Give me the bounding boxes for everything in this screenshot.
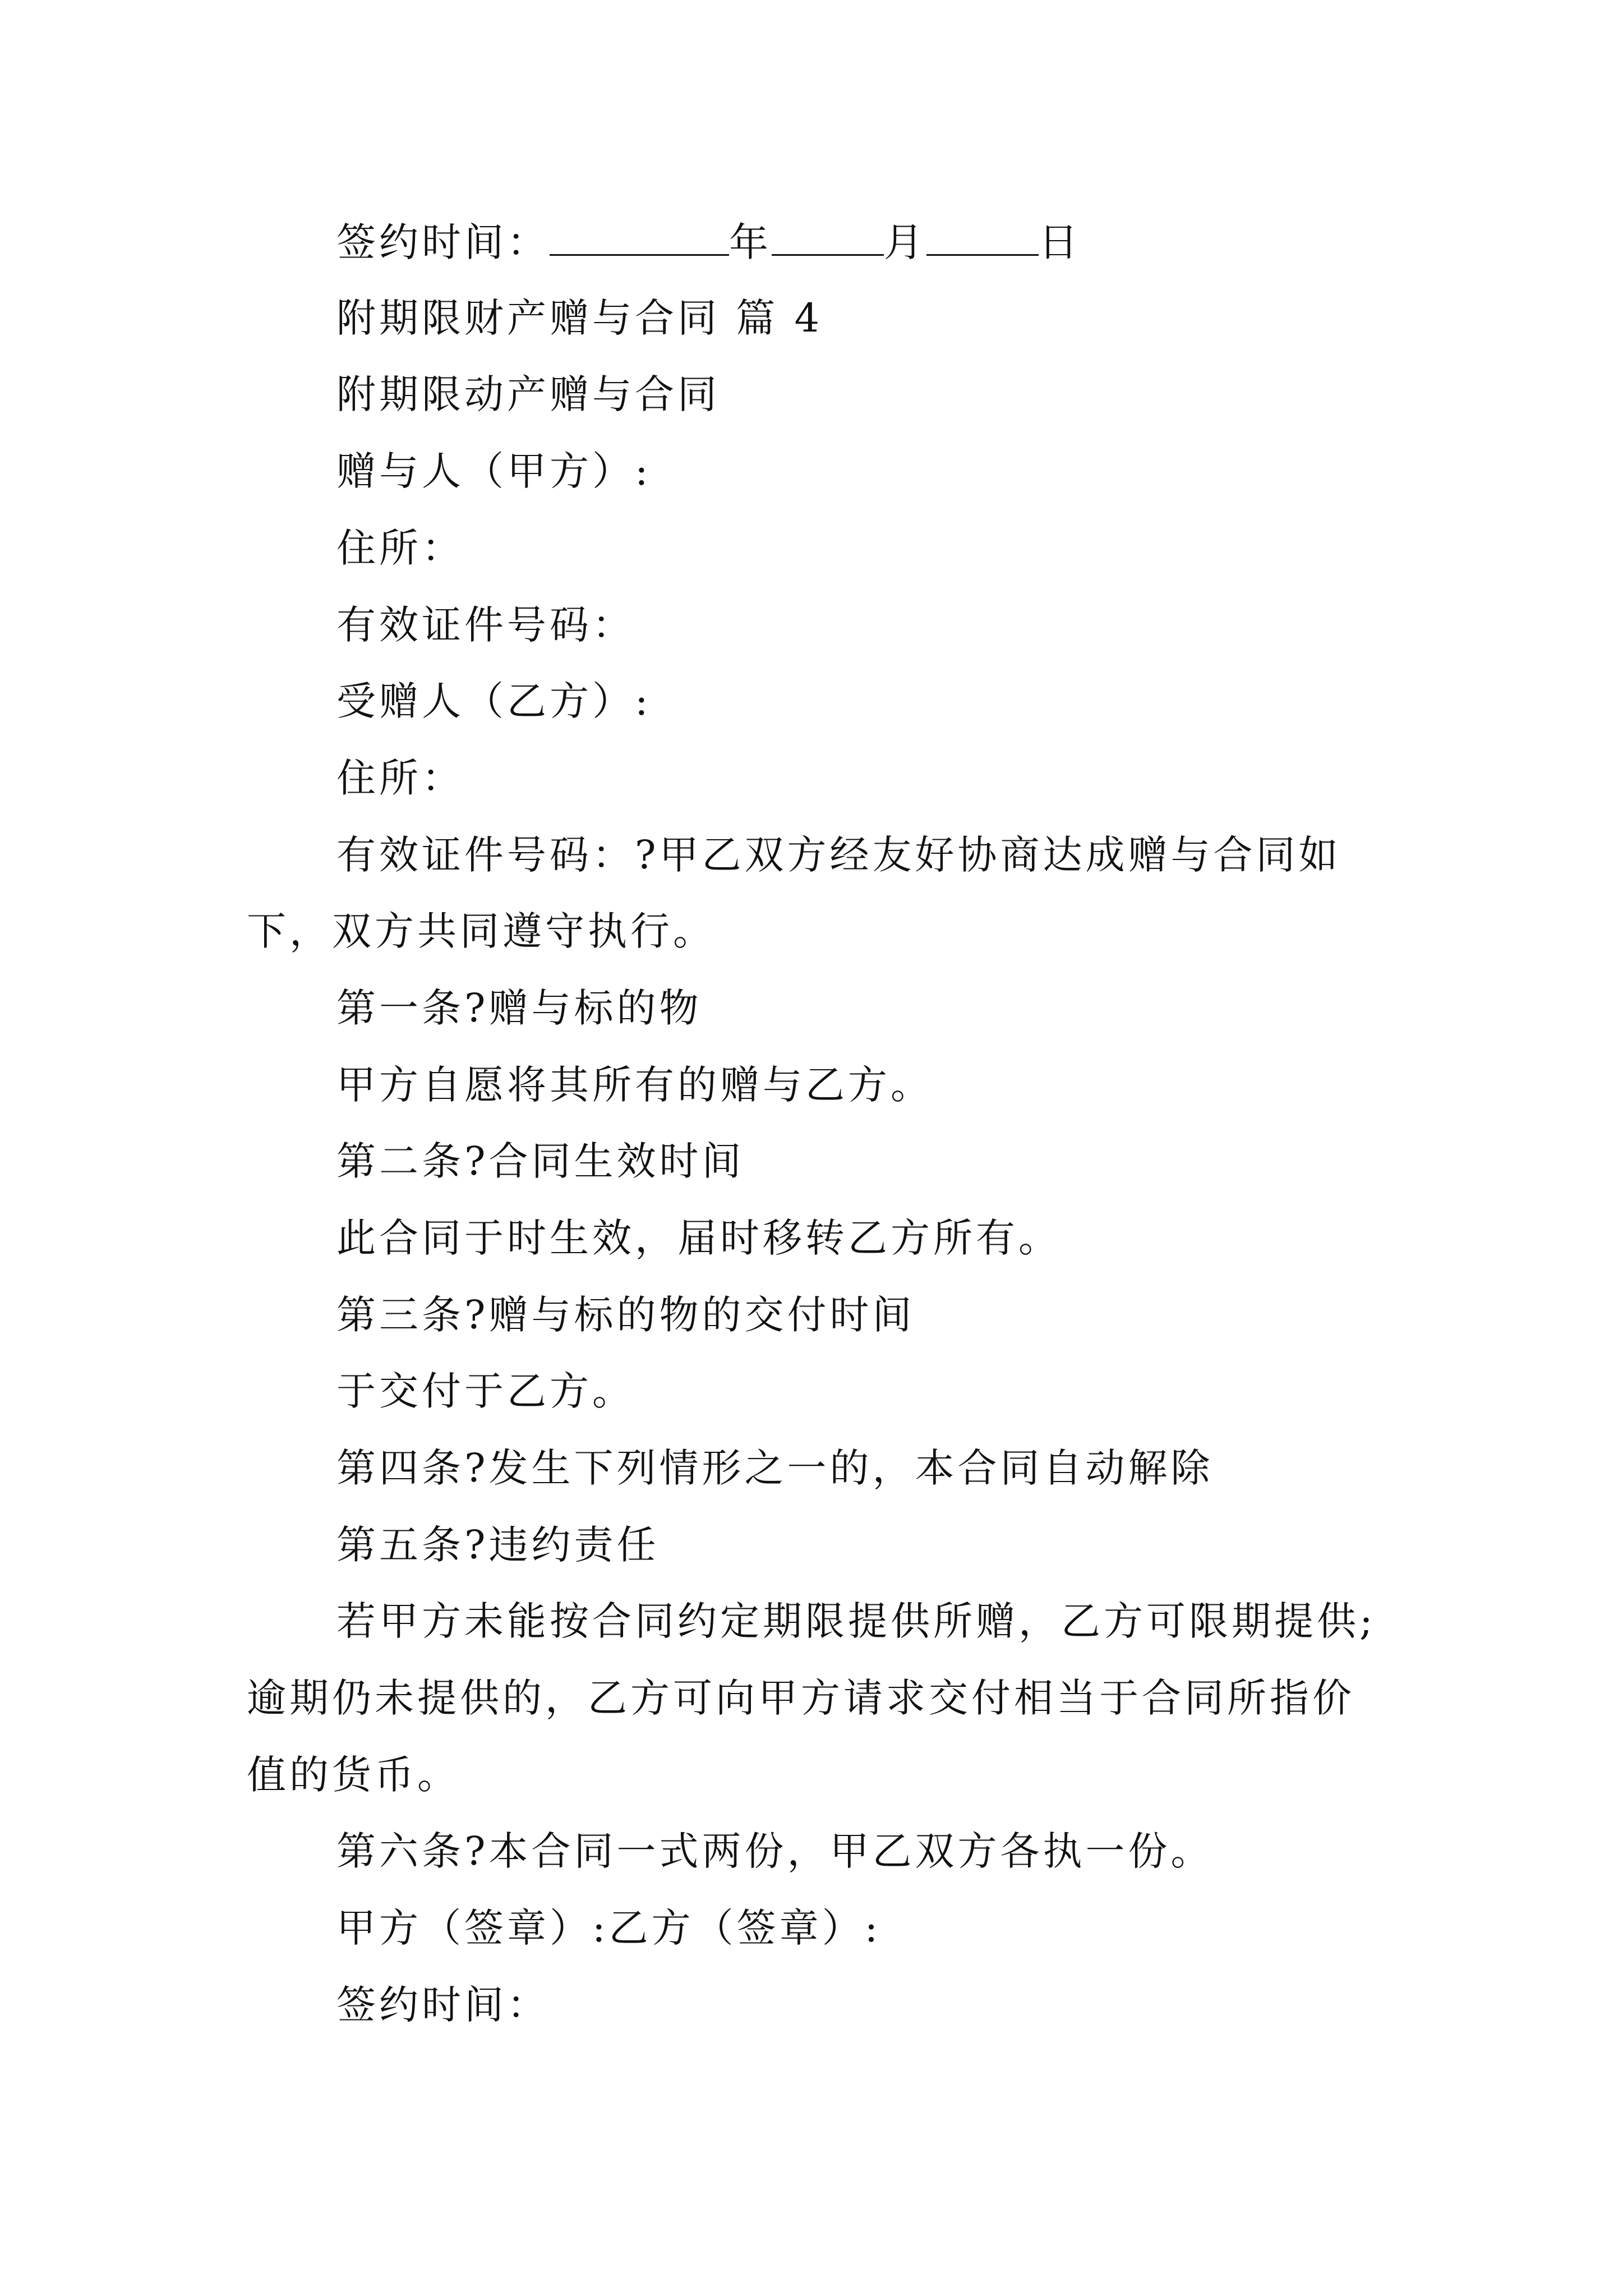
signing-date-line <box>336 219 1081 265</box>
paragraph-continuation: 下，双方共同遵守执行。 <box>247 908 716 954</box>
month-blank <box>772 222 884 256</box>
article-2-heading: 第二条?合同生效时间 <box>336 1138 745 1184</box>
section-heading: 附期限财产赠与合同 篇 4 <box>336 295 823 341</box>
day-label: 日 <box>1039 219 1081 265</box>
donor-label: 赠与人（甲方）: <box>336 448 652 494</box>
year-label: 年 <box>729 219 772 265</box>
article-3-body: 于交付于乙方。 <box>336 1368 635 1414</box>
article-1-heading: 第一条?赠与标的物 <box>336 985 702 1031</box>
contract-title: 附期限动产赠与合同 <box>336 371 720 417</box>
article-5-body-line-2: 逾期仍未提供的，乙方可向甲方请求交付相当于合同所指价 <box>247 1675 1355 1721</box>
month-label: 月 <box>884 219 926 265</box>
article-3-heading: 第三条?赠与标的物的交付时间 <box>336 1292 915 1338</box>
article-4-heading: 第四条?发生下列情形之一的，本合同自动解除 <box>336 1445 1214 1491</box>
signing-time-label: 签约时间： <box>336 1982 550 2028</box>
donee-id-label: 有效证件号码：?甲乙双方经友好协商达成赠与合同如 <box>336 832 1341 878</box>
article-5-heading: 第五条?违约责任 <box>336 1522 660 1568</box>
donor-id-label: 有效证件号码： <box>336 602 635 648</box>
donee-label: 受赠人（乙方）: <box>336 678 652 724</box>
signing-date-label: 签约时间： <box>336 219 550 265</box>
year-blank <box>550 222 729 256</box>
article-6-text: 第六条?本合同一式两份，甲乙双方各执一份。 <box>336 1828 1214 1874</box>
article-5-body-line-3: 值的货币。 <box>247 1752 460 1798</box>
article-1-body: 甲方自愿将其所有的赠与乙方。 <box>336 1062 933 1108</box>
donee-address-label: 住所： <box>336 755 464 801</box>
article-2-body: 此合同于时生效，届时移转乙方所有。 <box>336 1215 1061 1261</box>
article-5-body-line-1: 若甲方未能按合同约定期限提供所赠，乙方可限期提供; <box>336 1598 1376 1644</box>
day-blank <box>926 222 1039 256</box>
donor-address-label: 住所： <box>336 525 464 571</box>
signature-labels: 甲方（签章）:乙方（签章）: <box>336 1905 882 1951</box>
